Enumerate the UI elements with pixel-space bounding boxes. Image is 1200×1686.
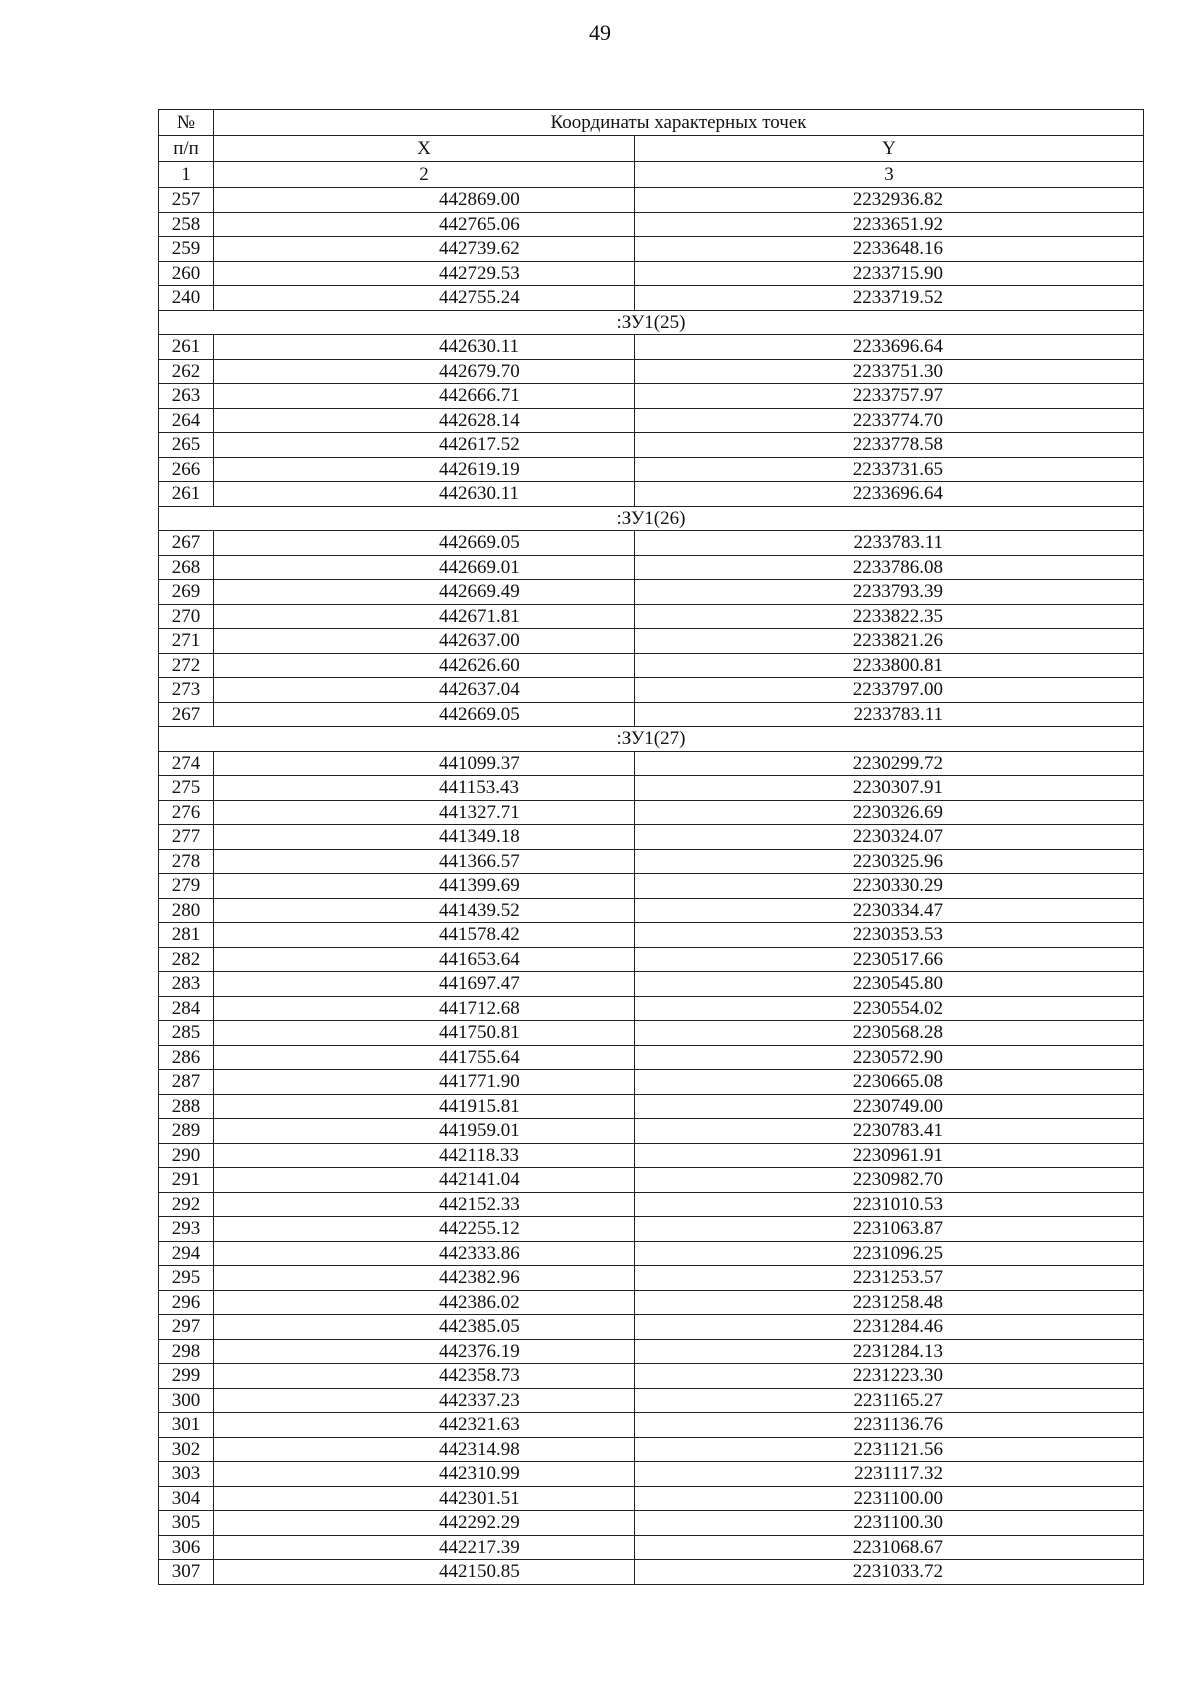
page-number: 49 <box>589 20 611 45</box>
x-coordinate: 441771.90 <box>439 1071 520 1092</box>
x-coordinate: 442666.71 <box>439 385 520 406</box>
x-coordinate-cell <box>214 972 635 997</box>
header-number-sign: № <box>159 110 214 136</box>
table-row <box>159 776 1144 801</box>
x-coordinate-cell <box>214 457 635 482</box>
header-pp: п/п <box>159 136 214 162</box>
x-coordinate-cell <box>214 1486 635 1511</box>
x-coordinate-cell <box>214 261 635 286</box>
x-coordinate-cell <box>214 212 635 237</box>
coordinates-table-body <box>159 110 1144 1585</box>
table-row <box>159 555 1144 580</box>
x-coordinate: 442630.11 <box>439 336 520 357</box>
table-row <box>159 384 1144 409</box>
table-row <box>159 1315 1144 1340</box>
table-row <box>159 580 1144 605</box>
table-row <box>159 947 1144 972</box>
table-row <box>159 1266 1144 1291</box>
x-coordinate: 442255.12 <box>439 1218 520 1239</box>
x-coordinate: 441439.52 <box>439 899 520 921</box>
x-coordinate-cell <box>214 1168 635 1193</box>
point-number: 285 <box>159 1021 214 1046</box>
x-coordinate-cell <box>214 580 635 605</box>
group-row <box>159 310 1144 335</box>
table-row <box>159 335 1144 360</box>
x-coordinate-cell <box>214 1535 635 1560</box>
y-coordinate: 2230749.00 <box>635 1094 1144 1119</box>
table-row <box>159 1560 1144 1585</box>
x-coordinate-cell <box>214 408 635 433</box>
table-row <box>159 1192 1144 1217</box>
x-coordinate-cell <box>214 751 635 776</box>
table-row <box>159 457 1144 482</box>
point-number: 292 <box>159 1192 214 1217</box>
point-number: 277 <box>159 825 214 850</box>
x-coordinate-cell <box>214 1290 635 1315</box>
table-row <box>159 408 1144 433</box>
table-row <box>159 531 1144 556</box>
x-coordinate: 441653.64 <box>439 948 520 970</box>
table-row <box>159 1143 1144 1168</box>
y-coordinate: 2233778.58 <box>635 433 1144 458</box>
table-row <box>159 751 1144 776</box>
x-coordinate: 441915.81 <box>439 1095 520 1117</box>
x-coordinate: 441153.43 <box>439 777 520 798</box>
x-coordinate: 442630.11 <box>439 483 520 504</box>
group-label: :ЗУ1(27) <box>159 727 1144 752</box>
table-row <box>159 1535 1144 1560</box>
x-coordinate: 442669.01 <box>439 556 520 578</box>
y-coordinate: 2233751.30 <box>635 359 1144 384</box>
x-coordinate-cell <box>214 1413 635 1438</box>
point-number: 293 <box>159 1217 214 1242</box>
header-row-2 <box>159 136 1144 162</box>
point-number: 299 <box>159 1364 214 1389</box>
x-coordinate: 442321.63 <box>439 1414 520 1435</box>
point-number: 267 <box>159 702 214 727</box>
y-coordinate: 2230353.53 <box>635 923 1144 948</box>
x-coordinate: 442376.19 <box>439 1340 520 1362</box>
x-coordinate: 442671.81 <box>439 605 520 627</box>
table-row <box>159 898 1144 923</box>
point-number: 283 <box>159 972 214 997</box>
x-coordinate-cell <box>214 1315 635 1340</box>
point-number: 287 <box>159 1070 214 1095</box>
x-coordinate: 442679.70 <box>439 360 520 382</box>
x-coordinate: 441099.37 <box>439 752 520 774</box>
x-coordinate-cell <box>214 359 635 384</box>
point-number: 304 <box>159 1486 214 1511</box>
y-coordinate: 2230325.96 <box>635 849 1144 874</box>
point-number: 280 <box>159 898 214 923</box>
x-coordinate-cell <box>214 1388 635 1413</box>
y-coordinate: 2233648.16 <box>635 237 1144 262</box>
y-coordinate: 2233651.92 <box>635 212 1144 237</box>
x-coordinate: 442141.04 <box>439 1169 520 1190</box>
y-coordinate: 2231165.27 <box>635 1388 1144 1413</box>
y-coordinate: 2231223.30 <box>635 1364 1144 1389</box>
x-coordinate-cell <box>214 923 635 948</box>
table-row <box>159 1364 1144 1389</box>
x-coordinate: 441697.47 <box>439 973 520 994</box>
point-number: 294 <box>159 1241 214 1266</box>
x-coordinate: 442669.49 <box>439 581 520 602</box>
table-row <box>159 678 1144 703</box>
table-row <box>159 1413 1144 1438</box>
table-row <box>159 1486 1144 1511</box>
point-number: 267 <box>159 531 214 556</box>
point-number: 289 <box>159 1119 214 1144</box>
header-row-1 <box>159 110 1144 136</box>
y-coordinate: 2230545.80 <box>635 972 1144 997</box>
point-number: 300 <box>159 1388 214 1413</box>
x-coordinate: 442150.85 <box>439 1561 520 1582</box>
table-row <box>159 1168 1144 1193</box>
point-number: 258 <box>159 212 214 237</box>
header-col-3: 3 <box>635 162 1144 188</box>
point-number: 276 <box>159 800 214 825</box>
x-coordinate: 442619.19 <box>439 458 520 480</box>
table-row <box>159 702 1144 727</box>
point-number: 295 <box>159 1266 214 1291</box>
x-coordinate-cell <box>214 482 635 507</box>
y-coordinate: 2231033.72 <box>635 1560 1144 1585</box>
table-row <box>159 286 1144 311</box>
point-number: 284 <box>159 996 214 1021</box>
point-number: 306 <box>159 1535 214 1560</box>
y-coordinate: 2230307.91 <box>635 776 1144 801</box>
x-coordinate-cell <box>214 1217 635 1242</box>
x-coordinate: 442729.53 <box>439 262 520 284</box>
x-coordinate-cell <box>214 1045 635 1070</box>
y-coordinate: 2231284.13 <box>635 1339 1144 1364</box>
x-coordinate-cell <box>214 1070 635 1095</box>
point-number: 307 <box>159 1560 214 1585</box>
y-coordinate: 2233821.26 <box>635 629 1144 654</box>
table-row <box>159 1094 1144 1119</box>
x-coordinate-cell <box>214 335 635 360</box>
point-number: 263 <box>159 384 214 409</box>
x-coordinate: 442118.33 <box>439 1144 520 1166</box>
table-row <box>159 653 1144 678</box>
point-number: 260 <box>159 261 214 286</box>
y-coordinate: 2231253.57 <box>635 1266 1144 1291</box>
x-coordinate-cell <box>214 555 635 580</box>
y-coordinate: 2231063.87 <box>635 1217 1144 1242</box>
x-coordinate-cell <box>214 1241 635 1266</box>
x-coordinate-cell <box>214 653 635 678</box>
y-coordinate: 2233774.70 <box>635 408 1144 433</box>
x-coordinate: 442628.14 <box>439 409 520 431</box>
x-coordinate-cell <box>214 433 635 458</box>
x-coordinate: 442617.52 <box>439 434 520 455</box>
header-coords-title: Координаты характерных точек <box>214 110 1144 136</box>
y-coordinate: 2230326.69 <box>635 800 1144 825</box>
x-coordinate: 441712.68 <box>439 997 520 1019</box>
x-coordinate-cell <box>214 1364 635 1389</box>
x-coordinate: 442739.62 <box>439 238 520 259</box>
y-coordinate: 2230554.02 <box>635 996 1144 1021</box>
x-coordinate-cell <box>214 1192 635 1217</box>
point-number: 298 <box>159 1339 214 1364</box>
x-coordinate-cell <box>214 1119 635 1144</box>
header-col-1: 1 <box>159 162 214 188</box>
y-coordinate: 2233719.52 <box>635 286 1144 311</box>
x-coordinate-cell <box>214 1437 635 1462</box>
table-row <box>159 1021 1144 1046</box>
y-coordinate: 2231096.25 <box>635 1241 1144 1266</box>
table-row <box>159 1511 1144 1536</box>
header-y: Y <box>635 136 1144 162</box>
y-coordinate: 2230961.91 <box>635 1143 1144 1168</box>
point-number: 279 <box>159 874 214 899</box>
y-coordinate: 2230572.90 <box>635 1045 1144 1070</box>
y-coordinate: 2233822.35 <box>635 604 1144 629</box>
table-row <box>159 359 1144 384</box>
point-number: 261 <box>159 335 214 360</box>
group-label: :ЗУ1(26) <box>159 506 1144 531</box>
point-number: 262 <box>159 359 214 384</box>
x-coordinate: 442669.05 <box>439 532 520 553</box>
point-number: 275 <box>159 776 214 801</box>
table-row <box>159 923 1144 948</box>
y-coordinate: 2230665.08 <box>635 1070 1144 1095</box>
table-row <box>159 825 1144 850</box>
x-coordinate: 442386.02 <box>439 1291 520 1313</box>
x-coordinate: 442669.05 <box>439 703 520 725</box>
table-row <box>159 261 1144 286</box>
x-coordinate-cell <box>214 1094 635 1119</box>
y-coordinate: 2233800.81 <box>635 653 1144 678</box>
x-coordinate-cell <box>214 629 635 654</box>
point-number: 257 <box>159 188 214 213</box>
point-number: 296 <box>159 1290 214 1315</box>
table-row <box>159 237 1144 262</box>
x-coordinate-cell <box>214 384 635 409</box>
point-number: 305 <box>159 1511 214 1536</box>
y-coordinate: 2233793.39 <box>635 580 1144 605</box>
y-coordinate: 2232936.82 <box>635 188 1144 213</box>
y-coordinate: 2233731.65 <box>635 457 1144 482</box>
x-coordinate: 442217.39 <box>439 1536 520 1558</box>
x-coordinate-cell <box>214 898 635 923</box>
y-coordinate: 2230982.70 <box>635 1168 1144 1193</box>
table-row <box>159 482 1144 507</box>
x-coordinate: 441959.01 <box>439 1120 520 1141</box>
point-number: 240 <box>159 286 214 311</box>
x-coordinate: 441578.42 <box>439 924 520 945</box>
group-row <box>159 727 1144 752</box>
x-coordinate-cell <box>214 1560 635 1585</box>
x-coordinate: 442333.86 <box>439 1242 520 1264</box>
point-number: 265 <box>159 433 214 458</box>
y-coordinate: 2231121.56 <box>635 1437 1144 1462</box>
point-number: 261 <box>159 482 214 507</box>
x-coordinate-cell <box>214 604 635 629</box>
x-coordinate-cell <box>214 286 635 311</box>
y-coordinate: 2231258.48 <box>635 1290 1144 1315</box>
x-coordinate-cell <box>214 1339 635 1364</box>
x-coordinate: 442637.04 <box>439 679 520 700</box>
x-coordinate: 442382.96 <box>439 1267 520 1288</box>
y-coordinate: 2230324.07 <box>635 825 1144 850</box>
x-coordinate-cell <box>214 678 635 703</box>
table-row <box>159 1119 1144 1144</box>
table-row <box>159 629 1144 654</box>
point-number: 301 <box>159 1413 214 1438</box>
table-row <box>159 972 1144 997</box>
y-coordinate: 2233757.97 <box>635 384 1144 409</box>
x-coordinate-cell <box>214 237 635 262</box>
x-coordinate-cell <box>214 1021 635 1046</box>
table-row <box>159 433 1144 458</box>
y-coordinate: 2230334.47 <box>635 898 1144 923</box>
table-row <box>159 996 1144 1021</box>
point-number: 268 <box>159 555 214 580</box>
x-coordinate: 442310.99 <box>439 1463 520 1484</box>
point-number: 274 <box>159 751 214 776</box>
point-number: 290 <box>159 1143 214 1168</box>
y-coordinate: 2233783.11 <box>635 531 1144 556</box>
x-coordinate: 442626.60 <box>439 654 520 676</box>
x-coordinate: 442869.00 <box>439 189 520 210</box>
x-coordinate: 442314.98 <box>439 1438 520 1460</box>
table-row <box>159 604 1144 629</box>
table-row <box>159 1241 1144 1266</box>
group-label: :ЗУ1(25) <box>159 310 1144 335</box>
x-coordinate: 441366.57 <box>439 850 520 872</box>
table-row <box>159 1290 1144 1315</box>
header-x: X <box>214 136 635 162</box>
x-coordinate-cell <box>214 849 635 874</box>
point-number: 282 <box>159 947 214 972</box>
point-number: 278 <box>159 849 214 874</box>
table-row <box>159 212 1144 237</box>
y-coordinate: 2230330.29 <box>635 874 1144 899</box>
y-coordinate: 2231117.32 <box>635 1462 1144 1487</box>
y-coordinate: 2230299.72 <box>635 751 1144 776</box>
x-coordinate-cell <box>214 800 635 825</box>
x-coordinate: 442358.73 <box>439 1365 520 1386</box>
point-number: 303 <box>159 1462 214 1487</box>
coordinates-table <box>158 109 1144 1585</box>
y-coordinate: 2233786.08 <box>635 555 1144 580</box>
y-coordinate: 2233715.90 <box>635 261 1144 286</box>
x-coordinate-cell <box>214 1266 635 1291</box>
y-coordinate: 2231100.00 <box>635 1486 1144 1511</box>
x-coordinate: 441327.71 <box>439 801 520 823</box>
y-coordinate: 2231100.30 <box>635 1511 1144 1536</box>
table-row <box>159 188 1144 213</box>
x-coordinate-cell <box>214 825 635 850</box>
point-number: 266 <box>159 457 214 482</box>
x-coordinate: 442301.51 <box>439 1487 520 1509</box>
y-coordinate: 2233696.64 <box>635 482 1144 507</box>
x-coordinate: 441399.69 <box>439 875 520 896</box>
x-coordinate: 441750.81 <box>439 1022 520 1043</box>
table-row <box>159 1217 1144 1242</box>
table-row <box>159 1070 1144 1095</box>
x-coordinate-cell <box>214 1511 635 1536</box>
x-coordinate-cell <box>214 1462 635 1487</box>
x-coordinate: 442152.33 <box>439 1193 520 1215</box>
x-coordinate-cell <box>214 874 635 899</box>
table-row <box>159 849 1144 874</box>
x-coordinate: 442765.06 <box>439 213 520 235</box>
y-coordinate: 2233797.00 <box>635 678 1144 703</box>
y-coordinate: 2231136.76 <box>635 1413 1144 1438</box>
x-coordinate-cell <box>214 947 635 972</box>
point-number: 271 <box>159 629 214 654</box>
x-coordinate: 441349.18 <box>439 826 520 847</box>
point-number: 286 <box>159 1045 214 1070</box>
y-coordinate: 2231010.53 <box>635 1192 1144 1217</box>
x-coordinate: 442292.29 <box>439 1512 520 1533</box>
y-coordinate: 2231068.67 <box>635 1535 1144 1560</box>
x-coordinate: 442385.05 <box>439 1316 520 1337</box>
table-row <box>159 800 1144 825</box>
y-coordinate: 2231284.46 <box>635 1315 1144 1340</box>
x-coordinate-cell <box>214 776 635 801</box>
table-row <box>159 1045 1144 1070</box>
x-coordinate: 442637.00 <box>439 630 520 651</box>
point-number: 264 <box>159 408 214 433</box>
point-number: 288 <box>159 1094 214 1119</box>
header-col-2: 2 <box>214 162 635 188</box>
y-coordinate: 2230517.66 <box>635 947 1144 972</box>
x-coordinate: 442337.23 <box>439 1389 520 1411</box>
table-row <box>159 1437 1144 1462</box>
table-row <box>159 874 1144 899</box>
point-number: 272 <box>159 653 214 678</box>
header-row-3 <box>159 162 1144 188</box>
x-coordinate: 442755.24 <box>439 287 520 308</box>
x-coordinate-cell <box>214 188 635 213</box>
point-number: 273 <box>159 678 214 703</box>
x-coordinate-cell <box>214 1143 635 1168</box>
group-row <box>159 506 1144 531</box>
y-coordinate: 2233696.64 <box>635 335 1144 360</box>
x-coordinate-cell <box>214 702 635 727</box>
y-coordinate: 2233783.11 <box>635 702 1144 727</box>
point-number: 302 <box>159 1437 214 1462</box>
table-row <box>159 1462 1144 1487</box>
y-coordinate: 2230783.41 <box>635 1119 1144 1144</box>
table-row <box>159 1388 1144 1413</box>
point-number: 269 <box>159 580 214 605</box>
point-number: 259 <box>159 237 214 262</box>
point-number: 270 <box>159 604 214 629</box>
table-row <box>159 1339 1144 1364</box>
x-coordinate-cell <box>214 531 635 556</box>
point-number: 291 <box>159 1168 214 1193</box>
x-coordinate-cell <box>214 996 635 1021</box>
point-number: 281 <box>159 923 214 948</box>
y-coordinate: 2230568.28 <box>635 1021 1144 1046</box>
x-coordinate: 441755.64 <box>439 1046 520 1068</box>
point-number: 297 <box>159 1315 214 1340</box>
